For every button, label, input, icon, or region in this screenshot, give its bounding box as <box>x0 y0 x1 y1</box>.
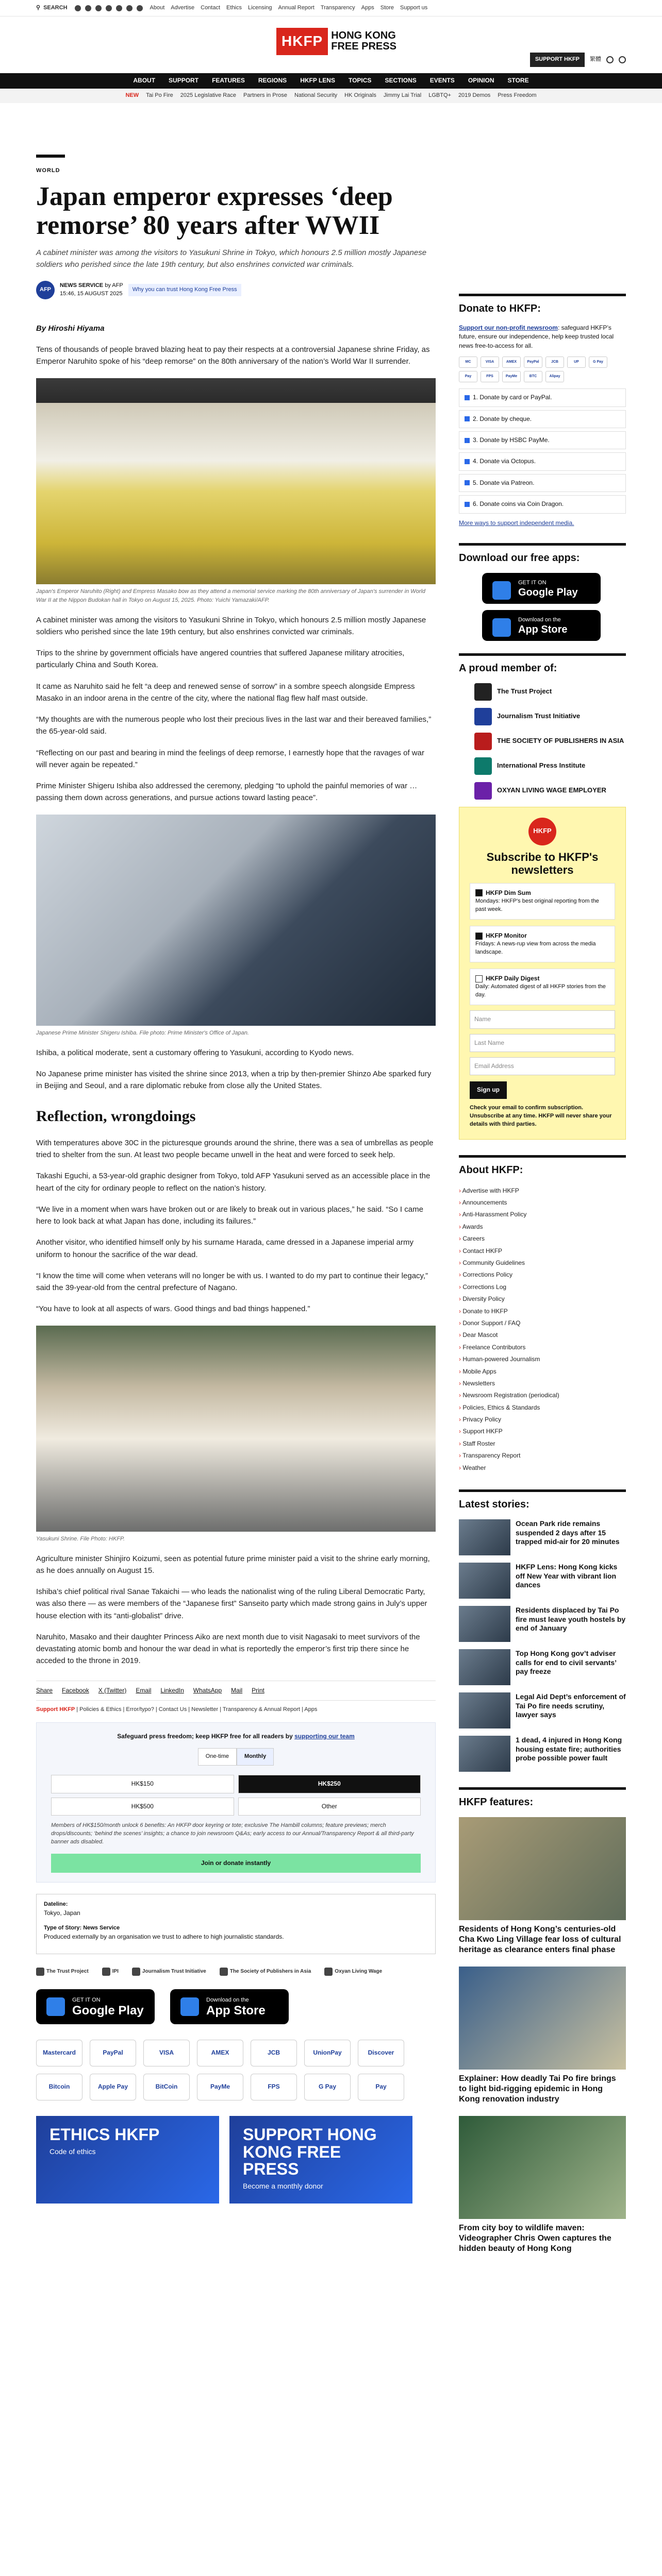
payment-logo: Bitcoin <box>36 2074 82 2100</box>
top-link[interactable]: Annual Report <box>278 4 315 11</box>
photo-caption: Japan's Emperor Naruhito (Right) and Empress Masako bow as they attend a memorial service marking the 80th anniversary of Japan's surrender in World War II at the Nippon Budokan hall in Tokyo on August 15, 2025. Photo: Yuichi Yamazaki/AFP. <box>36 588 425 603</box>
latest-story[interactable]: Ocean Park ride remains suspended 2 days after 15 trapped mid-air for 20 minutes <box>459 1519 626 1555</box>
checkbox <box>475 889 483 896</box>
apps-heading: Download our free apps: <box>459 543 626 566</box>
card-logo: PayMe <box>502 371 521 382</box>
arrow-icon <box>465 480 470 485</box>
amount-option[interactable]: Other <box>238 1798 421 1816</box>
arrow-icon <box>465 502 470 507</box>
card-logo: MC <box>459 357 477 368</box>
last-name-field[interactable]: Last Name <box>470 1034 615 1052</box>
about-link[interactable]: › Dear Mascot <box>459 1329 626 1341</box>
story-thumbnail <box>459 1692 510 1728</box>
checkbox <box>475 975 483 982</box>
support-button[interactable]: SUPPORT HKFP <box>530 53 585 67</box>
top-link[interactable]: Ethics <box>226 4 242 11</box>
byline: By Hiroshi Hiyama <box>36 324 105 333</box>
share-facebook[interactable]: Facebook <box>62 1686 89 1694</box>
latest-story[interactable]: Residents displaced by Tai Po fire must leave youth hostels by end of January <box>459 1606 626 1642</box>
story-thumbnail <box>459 1563 510 1599</box>
logo-text: HONG KONG FREE PRESS <box>331 30 396 53</box>
newsletter-option[interactable]: HKFP Dim Sum Mondays: HKFP's best original reporting from the past week. <box>470 883 615 920</box>
about-link[interactable]: › Support HKFP <box>459 1426 626 1437</box>
instagram-icon[interactable] <box>95 5 102 11</box>
header-actions <box>530 53 626 67</box>
member-logo[interactable]: International Press Institute <box>459 757 626 775</box>
story-thumbnail <box>459 1519 510 1555</box>
about-link[interactable]: › Advertise with HKFP <box>459 1185 626 1197</box>
signup-button[interactable]: Sign up <box>470 1081 507 1098</box>
article-category[interactable]: WORLD <box>36 167 60 174</box>
card-logos <box>459 357 626 382</box>
main-nav <box>0 73 662 89</box>
share-email[interactable]: Email <box>136 1686 152 1694</box>
about-link[interactable]: › Privacy Policy <box>459 1414 626 1426</box>
user-icon[interactable] <box>606 56 614 63</box>
features-list <box>459 1817 626 2254</box>
paragraph: Takashi Eguchi, a 53-year-old graphic designer from Tokyo, told AFP Yasukuni served as an accessible place in the heart of the city for ordinary people to reflect on the nation’s history. <box>36 1172 431 1193</box>
site-header <box>0 16 662 73</box>
logo-mark: HKFP <box>276 28 328 55</box>
about-link[interactable]: › Corrections Policy <box>459 1269 626 1281</box>
top-links <box>150 4 428 12</box>
top-link[interactable]: Licensing <box>248 4 272 11</box>
badge[interactable]: IPI <box>102 1968 119 1976</box>
subnav-item[interactable]: 2019 Demos <box>458 92 491 99</box>
donate-option[interactable]: 4. Donate via Octopus. <box>459 452 626 470</box>
paragraph: No Japanese prime minister has visited the shrine since 2013, when a trip by then-premier Shinzo Abe sparked fury in Beijing and Seoul, and a rare diplomatic rebuke from close ally the United States. <box>36 1069 432 1091</box>
share-x[interactable]: X (Twitter) <box>98 1686 127 1694</box>
donate-heading: Safeguard press freedom; keep HKFP free for all readers by supporting our team <box>117 1733 355 1740</box>
freq-one-time[interactable]: One-time <box>198 1748 237 1766</box>
about-link[interactable]: › Announcements <box>459 1197 626 1209</box>
share-label: Share <box>36 1686 53 1694</box>
promo-banners <box>36 2116 436 2204</box>
feature-image[interactable] <box>459 1967 626 2070</box>
subnav-item[interactable]: LGBTQ+ <box>428 92 451 99</box>
donate-option[interactable]: 1. Donate by card or PayPal. <box>459 388 626 406</box>
trust-project-icon <box>36 1968 44 1976</box>
paragraph: Ishiba’s chief political rival Sanae Takaichi — who leads the nationalist wing of the ruling Liberal Democratic Party, was also there — as were members of the “Japanese first” Sanseito party which made strong gains in July’s upper house election with its “anti-globalist” drive. <box>36 1587 427 1620</box>
payment-logo: PayMe <box>197 2074 243 2100</box>
share-bar <box>36 1681 436 1701</box>
latest-heading: Latest stories: <box>459 1489 626 1512</box>
member-heading: A proud member of: <box>459 653 626 676</box>
sopa-icon <box>474 733 492 750</box>
photo-caption: Yasukuni Shrine. File Photo: HKFP. <box>36 1535 125 1542</box>
search-button[interactable]: ⚲ SEARCH <box>36 4 68 12</box>
app-store-button[interactable]: Download on the App Store <box>170 1989 289 2024</box>
donate-option[interactable]: 5. Donate via Patreon. <box>459 474 626 492</box>
about-link[interactable]: › Policies, Ethics & Standards <box>459 1402 626 1414</box>
newsletter-option[interactable]: HKFP Monitor Fridays: A news-rup view from across the media landscape. <box>470 926 615 962</box>
ethics-banner[interactable]: ETHICS HKFP Code of ethics <box>36 2116 219 2204</box>
payment-logo: Apple Pay <box>90 2074 136 2100</box>
card-logo: G Pay <box>589 357 607 368</box>
category-rule <box>36 155 65 158</box>
name-field[interactable]: Name <box>470 1010 615 1028</box>
paragraph: It came as Naruhito said he felt “a deep and renewed sense of sorrow” in a sombre speech alongside Empress Masako in an indoor arena in the centre of the city, where the national flag flew half mast outside. <box>36 682 415 703</box>
freq-monthly[interactable]: Monthly <box>237 1748 274 1766</box>
story-thumbnail <box>459 1606 510 1642</box>
sidebar-app-buttons <box>459 573 626 641</box>
latest-story[interactable]: HKFP Lens: Hong Kong kicks off New Year with vibrant lion dances <box>459 1563 626 1599</box>
story-thumbnail <box>459 1736 510 1772</box>
paragraph: “Reflecting on our past and bearing in mind the feelings of deep remorse, I earnestly hope that the ravages of war will never again be repeated.” <box>36 748 424 769</box>
source-info: NEWS SERVICE by AFP 15:46, 15 AUGUST 2025 <box>60 282 123 297</box>
story-info: Dateline: Tokyo, Japan Type of Story: News Service Produced externally by an organisation we trust to adhere to high journalistic standards. <box>36 1894 436 1954</box>
living-wage-icon <box>474 782 492 800</box>
donate-options <box>459 388 626 513</box>
paragraph: “I know the time will come when veterans will no longer be with us. I wanted to do my part to continue their legacy,” said the 39-year-old from the central prefecture of Nagano. <box>36 1271 428 1293</box>
source-avatar: AFP <box>36 281 55 299</box>
join-button[interactable]: Join or donate instantly <box>51 1854 421 1873</box>
newsletter-fine-print: Check your email to confirm subscription. Unsubscribe at any time. HKFP will never share your details with third parties. <box>470 1104 612 1127</box>
top-link[interactable]: Advertise <box>171 4 195 11</box>
rss-icon[interactable] <box>137 5 143 11</box>
paragraph: A cabinet minister was among the visitors to Yasukuni Shrine in Tokyo, which honours 2.5 million mostly Japanese soldiers who perished since the late 19th century, but also enshrines convicted war criminals. <box>36 615 426 636</box>
new-badge: NEW <box>125 92 139 99</box>
about-link[interactable]: › Diversity Policy <box>459 1293 626 1305</box>
about-link[interactable]: › Community Guidelines <box>459 1257 626 1269</box>
payment-logo: UnionPay <box>304 2040 351 2066</box>
site-logo[interactable] <box>276 28 396 55</box>
subnav-item[interactable]: National Security <box>294 92 338 99</box>
nav-item[interactable]: REGIONS <box>258 77 287 84</box>
about-heading: About HKFP: <box>459 1155 626 1178</box>
payment-logo: FPS <box>251 2074 297 2100</box>
badge[interactable]: The Trust Project <box>36 1968 89 1976</box>
card-logo: PayPal <box>524 357 542 368</box>
feature-title[interactable]: Explainer: How deadly Tai Po fire brings to light bid-rigging epidemic in Hong Kong renovation industry <box>459 2074 616 2104</box>
about-link[interactable]: › Careers <box>459 1233 626 1245</box>
badge[interactable]: Oxyan Living Wage <box>324 1968 382 1976</box>
article-footer-links[interactable]: Support HKFP | Policies & Ethics | Error/typo? | Contact Us | Newsletter | Transparency & Annual Report | Apps <box>36 1706 318 1713</box>
youtube-icon[interactable] <box>106 5 112 11</box>
share-mail[interactable]: Mail <box>231 1686 243 1694</box>
about-link[interactable]: › Transparency Report <box>459 1450 626 1462</box>
payment-logo: G Pay <box>304 2074 351 2100</box>
amount-option[interactable]: HK$250 <box>238 1775 421 1793</box>
app-store-buttons <box>36 1989 436 2024</box>
about-link[interactable]: › Human-powered Journalism <box>459 1353 626 1365</box>
nonprofit-link[interactable]: Support our non-profit newsroom <box>459 324 558 331</box>
google-play-button[interactable]: GET IT ON Google Play <box>482 573 601 604</box>
card-logo: Pay <box>459 371 477 382</box>
features-heading: HKFP features: <box>459 1787 626 1810</box>
sopa-icon <box>220 1968 228 1976</box>
section-heading: Reflection, wrongdoings <box>36 1108 196 1125</box>
top-link[interactable]: Apps <box>361 4 374 11</box>
member-logo[interactable]: THE SOCIETY OF PUBLISHERS IN ASIA <box>459 733 626 750</box>
donate-intro: Support our non-profit newsroom: safeguard HKFP’s future, ensure our independence, help keep trusted local news free-to-access for all. <box>459 324 614 349</box>
about-link[interactable]: › Staff Roster <box>459 1438 626 1450</box>
nav-item[interactable]: HKFP LENS <box>300 77 335 84</box>
article <box>36 155 436 2204</box>
nav-item[interactable]: SECTIONS <box>385 77 417 84</box>
arrow-icon <box>465 395 470 400</box>
photo-caption: Japanese Prime Minister Shigeru Ishiba. File photo: Prime Minister's Office of Japan. <box>36 1029 249 1036</box>
subnav-item[interactable]: Press Freedom <box>498 92 537 99</box>
top-link[interactable]: Support us <box>400 4 428 11</box>
newsletter-logo: HKFP <box>528 818 556 845</box>
badge[interactable]: Journalism Trust Initiative <box>132 1968 206 1976</box>
latest-story[interactable]: Legal Aid Dept’s enforcement of Tai Po fire needs scrutiny, lawyer says <box>459 1692 626 1728</box>
frequency-toggle <box>51 1748 421 1766</box>
share-linkedin[interactable]: LinkedIn <box>160 1686 184 1694</box>
article-title: Japan emperor expresses ‘deep remorse’ 80 years after WWII <box>36 181 393 241</box>
subnav-item[interactable]: 2025 Legislative Race <box>180 92 236 99</box>
paragraph: Tens of thousands of people braved blazing heat to pay their respects at a controversial Japanese shrine Friday, as Emperor Naruhito spoke of his “deep remorse” on the 80th anniversary of the nation’s World War II surrender. <box>36 345 430 366</box>
donate-heading: Donate to HKFP: <box>459 294 626 316</box>
payment-logo: BitCoin <box>143 2074 190 2100</box>
about-link[interactable]: › Corrections Log <box>459 1281 626 1293</box>
top-link[interactable]: About <box>150 4 165 11</box>
nav-item[interactable]: FEATURES <box>212 77 245 84</box>
payment-logo: VISA <box>143 2040 190 2066</box>
paragraph: With temperatures above 30C in the picturesque grounds around the shrine, there was a sea of umbrellas as people tried to shelter from the sun. At least two people became unwell in the heat and were forced to seek help. <box>36 1138 434 1160</box>
top-link[interactable]: Transparency <box>320 4 355 11</box>
about-link[interactable]: › Contact HKFP <box>459 1245 626 1257</box>
nav-item[interactable]: STORE <box>507 77 529 84</box>
card-logo: JCB <box>545 357 564 368</box>
newsletter-heading: Subscribe to HKFP's newsletters <box>486 850 599 877</box>
jti-icon <box>132 1968 140 1976</box>
paragraph: Trips to the shrine by government officials have angered countries that suffered Japanese military atrocities, particularly China and South Korea. <box>36 649 405 670</box>
trust-project-icon <box>474 683 492 701</box>
app-store-button[interactable]: Download on the App Store <box>482 610 601 641</box>
prime-minister-photo <box>36 815 436 1026</box>
card-logo: AMEX <box>502 357 521 368</box>
top-link[interactable]: Contact <box>201 4 221 11</box>
member-list <box>459 683 626 800</box>
nav-item[interactable]: OPINION <box>468 77 494 84</box>
article-meta <box>36 281 436 299</box>
member-badges <box>36 1968 436 1976</box>
about-link[interactable]: › Awards <box>459 1221 626 1233</box>
more-ways-link[interactable]: More ways to support independent media. <box>459 519 574 527</box>
ipi-icon <box>102 1968 110 1976</box>
payment-logo: PayPal <box>90 2040 136 2066</box>
paragraph: Another visitor, who identified himself only by his surname Harada, came dressed in a Japanese imperial army uniform to honour the sacrifice of the war dead. <box>36 1238 414 1259</box>
top-link[interactable]: Store <box>380 4 394 11</box>
donate-option[interactable]: 3. Donate by HSBC PayMe. <box>459 431 626 449</box>
subnav-item[interactable]: HK Originals <box>344 92 376 99</box>
donate-option[interactable]: 6. Donate coins via Coin Dragon. <box>459 495 626 513</box>
feature-title[interactable]: Residents of Hong Kong’s centuries-old Cha Kwo Ling Village fear loss of cultural heritage as clearance enters final phase <box>459 1925 621 1955</box>
about-link[interactable]: › Freelance Contributors <box>459 1342 626 1353</box>
feature-image[interactable] <box>459 1817 626 1920</box>
card-logo: FPS <box>481 371 499 382</box>
latest-story[interactable]: Top Hong Kong gov’t adviser calls for end to civil servants’ pay freeze <box>459 1649 626 1685</box>
card-logo: UP <box>567 357 586 368</box>
latest-list <box>459 1519 626 1772</box>
x-icon[interactable] <box>85 5 91 11</box>
member-logo[interactable]: OXYAN LIVING WAGE EMPLOYER <box>459 782 626 800</box>
social-links <box>75 5 143 11</box>
ipi-icon <box>474 757 492 775</box>
nav-item[interactable]: EVENTS <box>429 77 455 84</box>
arrow-icon <box>465 416 470 421</box>
subnav-item[interactable]: Tai Po Fire <box>146 92 173 99</box>
share-print[interactable]: Print <box>252 1686 264 1694</box>
subnav-item[interactable]: Jimmy Lai Trial <box>383 92 422 99</box>
about-link[interactable]: › Donate to HKFP <box>459 1306 626 1317</box>
trust-link[interactable]: Why you can trust Hong Kong Free Press <box>128 284 241 296</box>
about-link[interactable]: › Donor Support / FAQ <box>459 1317 626 1329</box>
linkedin-icon[interactable] <box>116 5 122 11</box>
membership-note: Members of HK$150/month unlock 6 benefits: An HKFP door keyring or tote; exclusive The Hambill columns; feature previews; merch drops/discounts; ‘behind the scenes’ insights; a chance to join newsroom Q&As; early access to our Annual/Transparency Report & all third-party banner ads disabled. <box>51 1822 414 1845</box>
facebook-icon[interactable] <box>75 5 81 11</box>
nav-item[interactable]: TOPICS <box>348 77 372 84</box>
google-play-button[interactable]: GET IT ON Google Play <box>36 1989 155 2024</box>
card-logo: Alipay <box>545 371 564 382</box>
card-logo: BTC <box>524 371 542 382</box>
about-link[interactable]: › Weather <box>459 1462 626 1474</box>
story-thumbnail <box>459 1649 510 1685</box>
arrow-icon <box>465 459 470 464</box>
paragraph: “My thoughts are with the numerous people who lost their precious lives in the last war and their bereaved families,” the 65-year-old said. <box>36 715 432 736</box>
payment-logo: Mastercard <box>36 2040 82 2066</box>
search-icon: ⚲ <box>36 4 41 11</box>
jti-icon <box>474 708 492 725</box>
paragraph: “We live in a moment when wars have broken out or are likely to break out in various places,” he said. “So I came here to look back at what Japan has done, including its failures.” <box>36 1205 423 1226</box>
newsletter-box <box>459 807 626 1140</box>
nav-item[interactable]: SUPPORT <box>169 77 199 84</box>
latest-story[interactable]: 1 dead, 4 injured in Hong Kong housing estate fire; authorities probe possible power fault <box>459 1736 626 1772</box>
payment-logo: Discover <box>358 2040 404 2066</box>
nav-item[interactable]: ABOUT <box>133 77 156 84</box>
share-whatsapp[interactable]: WhatsApp <box>193 1686 222 1694</box>
donate-box <box>36 1722 436 1883</box>
subnav-item[interactable]: Partners in Prose <box>243 92 287 99</box>
emperor-photo <box>36 378 436 584</box>
newsletter-option[interactable]: HKFP Daily Digest Daily: Automated digest of all HKFP stories from the day. <box>470 969 615 1005</box>
about-link[interactable]: › Newsroom Registration (periodical) <box>459 1389 626 1401</box>
about-link[interactable]: › Mobile Apps <box>459 1366 626 1378</box>
payment-methods <box>36 2040 436 2100</box>
sidebar <box>459 294 626 2265</box>
payment-logo: JCB <box>251 2040 297 2066</box>
living-wage-icon <box>324 1968 333 1976</box>
sub-nav <box>0 89 662 103</box>
support-team-link[interactable]: supporting our team <box>294 1733 355 1740</box>
support-banner[interactable]: SUPPORT HONG KONG FREE PRESS Become a monthly donor <box>229 2116 412 2204</box>
about-link[interactable]: › Anti-Harassment Policy <box>459 1209 626 1221</box>
feature-image[interactable] <box>459 2116 626 2219</box>
member-logo[interactable]: Journalism Trust Initiative <box>459 708 626 725</box>
arrow-icon <box>465 438 470 443</box>
paragraph: Prime Minister Shigeru Ishiba also addressed the ceremony, pledging “to uphold the painful memories of war … passing them down across generations, and pursue actions toward lasting peace”. <box>36 782 418 803</box>
top-bar <box>0 0 662 16</box>
feature-title[interactable]: From city boy to wildlife maven: Videographer Chris Owen captures the hidden beauty of Hong Kong <box>459 2224 611 2253</box>
menu-icon[interactable] <box>619 56 626 63</box>
shrine-photo <box>36 1326 436 1532</box>
telegram-icon[interactable] <box>126 5 133 11</box>
amount-option[interactable]: HK$500 <box>51 1798 234 1816</box>
amount-option[interactable]: HK$150 <box>51 1775 234 1793</box>
paragraph: Ishiba, a political moderate, sent a customary offering to Yasukuni, according to Kyodo news. <box>36 1048 354 1057</box>
about-link[interactable]: › Newsletters <box>459 1378 626 1389</box>
email-field[interactable]: Email Address <box>470 1057 615 1075</box>
amount-options <box>51 1775 421 1816</box>
language-link[interactable]: 繁體 <box>590 56 601 62</box>
checkbox <box>475 933 483 940</box>
paragraph: Agriculture minister Shinjiro Koizumi, seen as potential future prime minister paid a visit to the shrine early morning, as he does annually on August 15. <box>36 1554 430 1575</box>
about-list <box>459 1185 626 1474</box>
badge[interactable]: The Society of Publishers in Asia <box>220 1968 311 1976</box>
paragraph: “You have to look at all aspects of wars. Good things and bad things happened.” <box>36 1304 310 1314</box>
member-logo[interactable]: The Trust Project <box>459 683 626 701</box>
card-logo: VISA <box>481 357 499 368</box>
article-dek: A cabinet minister was among the visitors to Yasukuni Shrine in Tokyo, which honours 2.5 million mostly Japanese soldiers who perished since the late 19th century, but also enshrines convicted war criminals. <box>36 248 427 269</box>
paragraph: Naruhito, Masako and their daughter Princess Aiko are next month due to visit Nagasaki to meet survivors of the devastating atomic bomb and honour the war dead in what is reportedly the emperor’s first trip there since he acceded to the throne in 2019. <box>36 1632 420 1666</box>
payment-logo: AMEX <box>197 2040 243 2066</box>
donate-option[interactable]: 2. Donate by cheque. <box>459 410 626 428</box>
payment-logo: Pay <box>358 2074 404 2100</box>
